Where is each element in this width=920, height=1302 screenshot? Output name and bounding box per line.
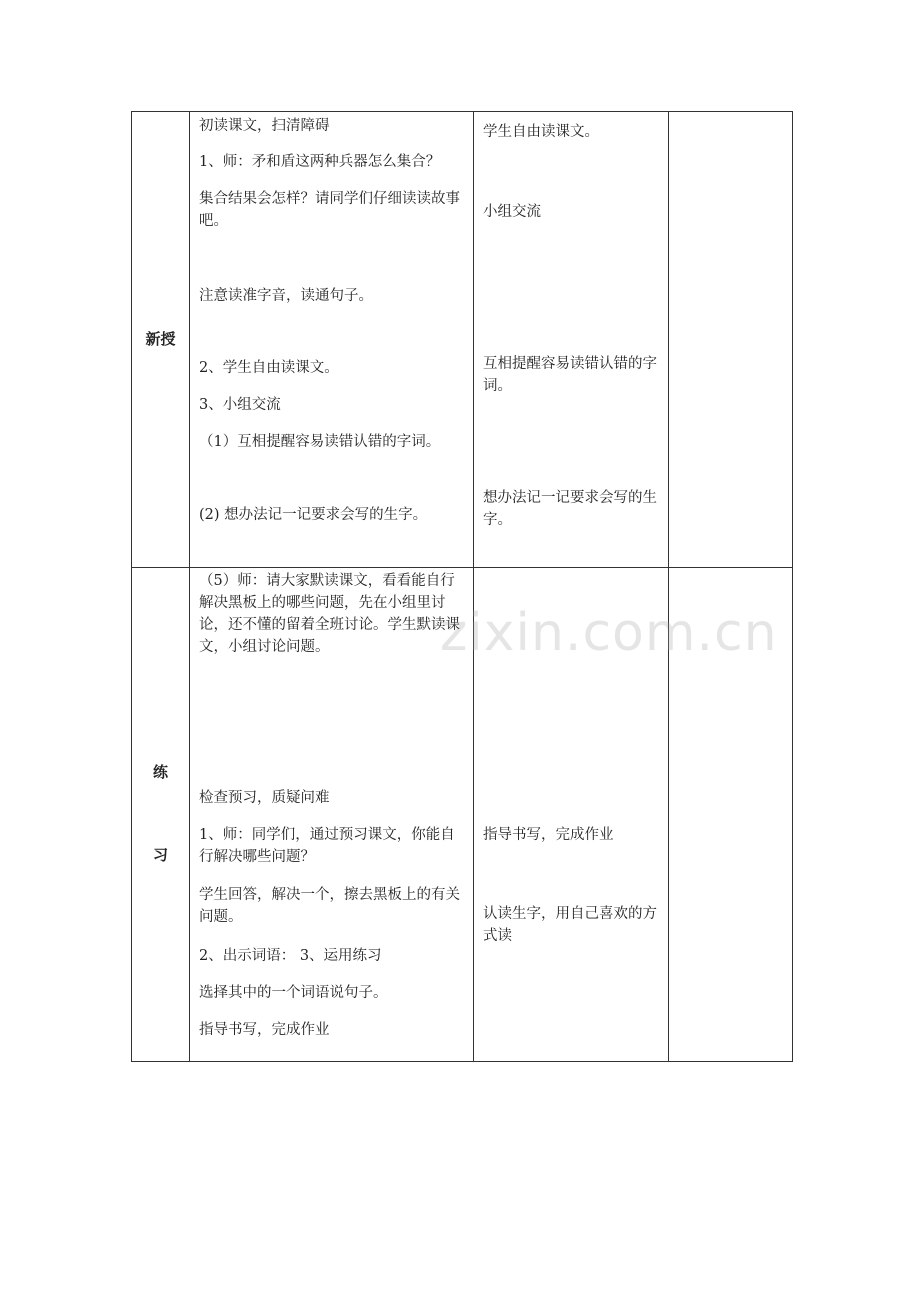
teacher-line: 3、小组交流	[199, 397, 281, 413]
section-label-char: 习	[152, 846, 168, 864]
section-row-practice	[132, 568, 793, 1062]
teacher-line: 检查预习，质疑问难	[199, 790, 330, 806]
student-line: 想办法记一记要求会写的生字。	[483, 490, 657, 528]
section-label: 新授	[145, 330, 176, 348]
teacher-line: 2、学生自由读课文。	[199, 360, 339, 376]
teacher-line: (2) 想办法记一记要求会写的生字。	[199, 507, 428, 523]
student-line: 小组交流	[483, 204, 541, 220]
teacher-line: 集合结果会怎样？请同学们仔细读读故事吧。	[199, 191, 460, 229]
section-label-char: 练	[152, 763, 168, 781]
lesson-plan-table	[131, 111, 793, 1062]
student-line: 学生自由读课文。	[483, 124, 599, 140]
teacher-line: （1）互相提醒容易读错认错的字词。	[199, 434, 441, 450]
teacher-line: 2、出示词语： 3、运用练习	[199, 948, 382, 964]
student-line: 认读生字，用自己喜欢的方式读	[483, 906, 657, 944]
watermark: zixin.com.cn	[440, 603, 778, 663]
notes-cell	[669, 112, 793, 568]
teacher-activity-cell	[190, 568, 474, 1062]
section-row-new-lesson	[132, 112, 793, 568]
teacher-line: 注意读准字音，读通句子。	[199, 288, 373, 304]
teacher-line: （5）师：请大家默读课文，看看能自行解决黑板上的哪些问题，先在小组里讨论，还不懂的留着全班讨论。学生默读课文，小组讨论问题。	[199, 573, 460, 655]
student-activity-cell	[474, 568, 669, 1062]
teacher-line: 学生回答，解决一个，擦去黑板上的有关问题。	[199, 887, 460, 925]
student-line: 互相提醒容易读错认错的字词。	[483, 356, 657, 394]
teacher-line: 选择其中的一个词语说句子。	[199, 985, 388, 1001]
notes-cell	[669, 568, 793, 1062]
student-activity-cell	[474, 112, 669, 568]
teacher-activity-cell	[190, 112, 474, 568]
teacher-line: 1、师：同学们，通过预习课文，你能自行解决哪些问题？	[199, 827, 455, 865]
student-line: 指导书写，完成作业	[483, 827, 614, 843]
teacher-line: 1、师：矛和盾这两种兵器怎么集合？	[199, 154, 441, 170]
teacher-line: 初读课文，扫清障碍	[199, 118, 330, 134]
section-label-cell	[132, 568, 190, 1062]
section-label-cell	[132, 112, 190, 568]
teacher-line: 指导书写，完成作业	[199, 1022, 330, 1038]
